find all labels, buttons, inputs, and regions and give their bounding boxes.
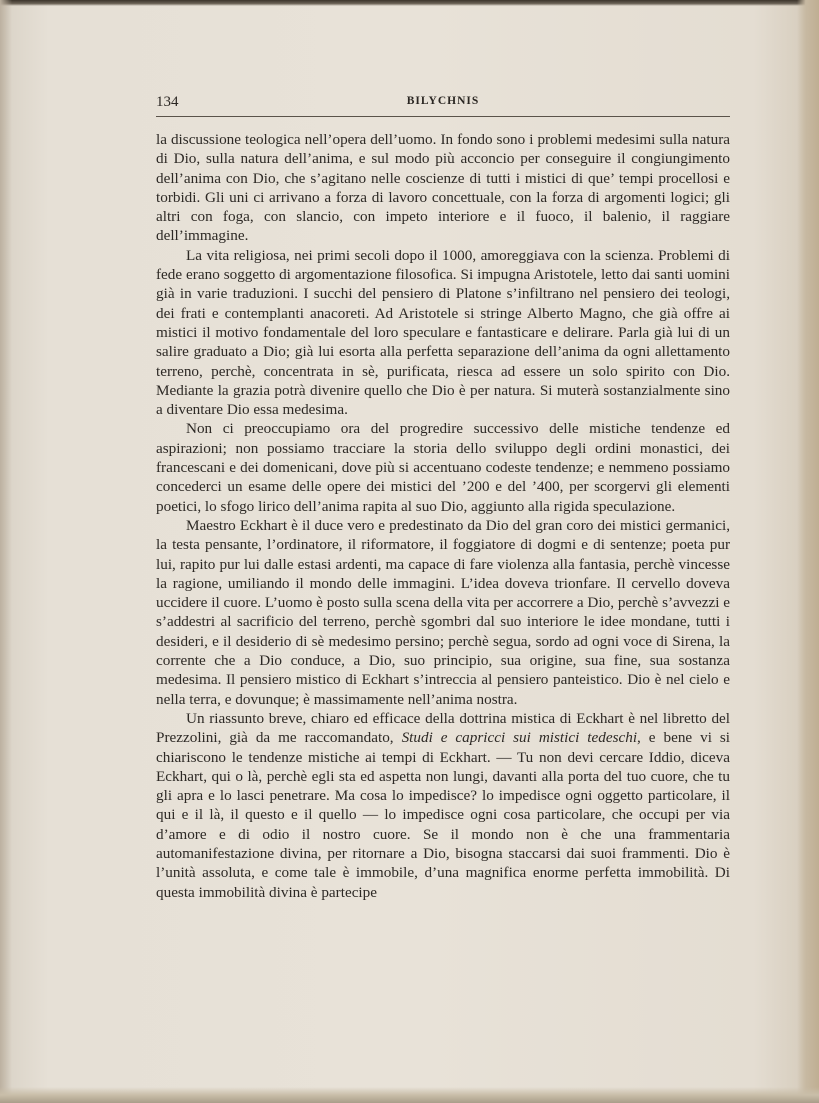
running-head: BILYCHNIS [406, 95, 480, 107]
page-bottom-edge [0, 1087, 819, 1103]
paragraph-1: la discussione teologica nell’opera dell’uomo. In fondo sono i problemi medesimi sulla natura di Dio, sulla natura dell’anima, e sul modo più acconcio per conseguire il congiungimento dell’anima con Dio, che s’agitano nelle coscienze di tutti i mistici di que’ tempi procellosi e torbidi. Gli uni ci arrivano a forza di lavoro concettuale, con la forza di argomenti logici; gli altri con foga, con slancio, con impeto interiore e il fuoco, il balenio, il raggiare dell’immagine. [156, 131, 730, 245]
paragraph-2: La vita religiosa, nei primi secoli dopo il 1000, amoreggiava con la scienza. Problemi di fede erano soggetto di argomentazione filosofica. Si impugna Aristotele, letto dai santi uomini già in varie traduzioni. I succhi del pensiero di Platone s’infiltrano nel pensiero dei teologi, dei frati e contemplanti anacoreti. Ad Aristotele si stringe Alberto Magno, che già offre ai mistici il motivo fondamentale del loro speculare e fantasticare e delirare. Parla già lui di un salire graduato a Dio; già lui esorta alla perfetta separazione dell’anima da ogni allettamento terreno, perchè, concentrata in sè, purificata, riesca ad essere un solo spirito con Dio. Mediante la grazia potrà divenire quello che Dio è per natura. Si muterà sostanzialmente sino a diventare Dio essa medesima. [156, 246, 730, 419]
book-title-italic: Studi e capricci sui mistici tedeschi [401, 729, 638, 747]
paragraph-5 [156, 709, 730, 902]
paragraph-5-part-2: , e bene vi si chiariscono le tendenze mistiche ai tempi di Eckhart. — Tu non devi cercare Iddio, diceva Eckhart, qui o là, perchè egli sta ed aspetta non lungi, davanti alla porta del tuo cuore, che tu gli apra e lo lasci penetrare. Ma cosa lo impedisce? lo impedisce ogni oggetto particolare, il qui e il là, il questo e il quello — lo impedisce ogni cosa particolare, che occupi per via d’amore e di odio il nostro cuore. Se il mondo non è che una frammentaria automanifestazione divina, per ritornare a Dio, bisogna staccarsi dai suoi frammenti. Dio è l’unità assoluta, e come tale è immobile, d’una magnifica enorme perfetta immobilità. Di questa immobilità divina è partecipe [156, 729, 731, 901]
header-rule [156, 116, 730, 117]
body-text [156, 130, 730, 902]
paragraph-4: Maestro Eckhart è il duce vero e predestinato da Dio del gran coro dei mistici germanici, la testa pensante, l’ordinatore, il riformatore, il foggiatore di dogmi e di sentenze; poeta pur lui, rapito pur lui dalle estasi ardenti, ma capace di fare violenza alla fantasia, perchè vincesse la ragione, umiliando il mondo delle immagini. L’idea doveva trionfare. Il cervello doveva uccidere il cuore. L’uomo è posto sulla scena della vita per accorrere a Dio, perchè s’avvezzi e s’addestri al sacrificio del terreno, perchè sgombri dal suo interiore le idee mondane, tutti i desideri, e il desiderio di sè medesimo persino; perchè segua, sordo ad ogni voce di Sirena, la corrente che a Dio conduce, a Dio, suo principio, sua origine, sua fine, sua sostanza medesima. Il pensiero mistico di Eckhart s’intreccia al pensiero panteistico. Dio è nel cielo e nella terra, e dovunque; è massimamente nell’anima nostra. [156, 516, 730, 708]
page-right-edge [797, 0, 819, 1103]
page-header [156, 94, 730, 114]
page-number: 134 [156, 94, 179, 110]
page-top-edge [0, 0, 819, 6]
paragraph-3: Non ci preoccupiamo ora del progredire successivo delle mistiche tendenze ed aspirazioni; non possiamo tracciare la storia dello sviluppo degli ordini monastici, dei francescani e dei domenicani, dove più si accentuano codeste tendenze; e nemmeno possiamo concederci un esame delle opere dei mistici del ’200 e del ’400, per scorgervi gli elementi poetici, lo sfogo lirico dell’anima rapita al suo Dio, aggiunto alla rigida speculazione. [156, 420, 730, 515]
paragraph-5-part-1: Un riassunto breve, chiaro ed efficace della dottrina mistica di Eckhart è nel libretto del Prezzolini, già da me raccomandato, [156, 709, 730, 747]
page-left-edge [0, 0, 12, 1103]
